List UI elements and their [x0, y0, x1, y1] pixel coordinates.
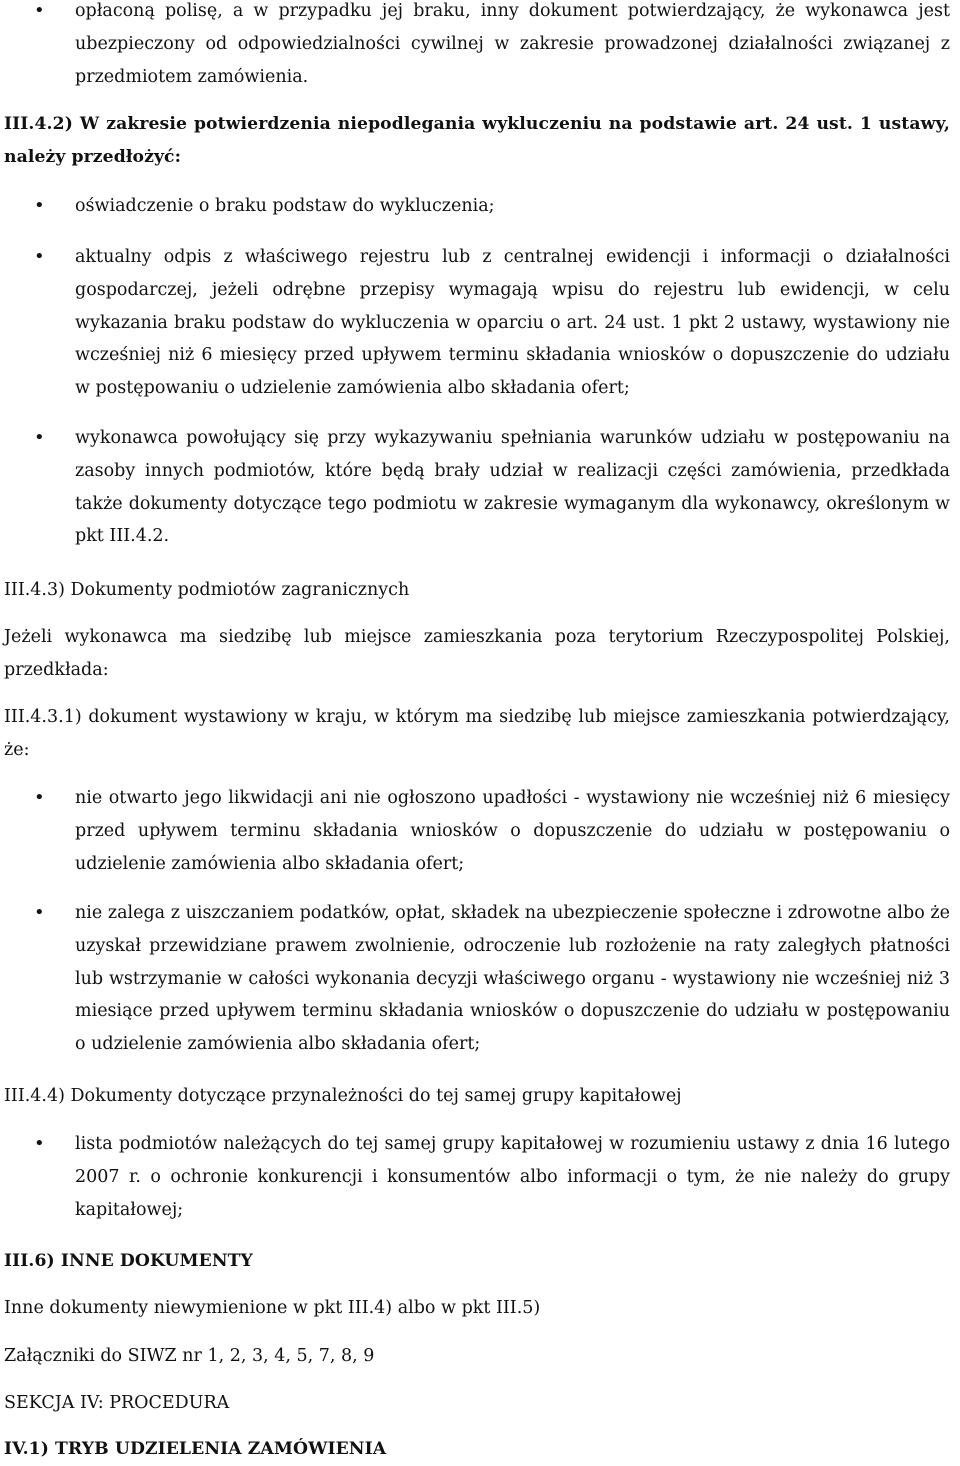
section-heading-III-4-3: III.4.3) Dokumenty podmiotów zagranicznych	[4, 580, 410, 600]
section-heading-IV: SEKCJA IV: PROCEDURA	[4, 1393, 230, 1413]
list-item	[0, 1128, 950, 1228]
list-item	[0, 422, 950, 556]
bullet-icon: •	[34, 427, 45, 448]
list-item-text: nie zalega z uiszczaniem podatków, opłat, składek na ubezpieczenie społeczne i zdrowotne albo że uzyskał przewidziane prawem zwolnienie, odroczenie lub rozłożenie na raty zaległych płatności lub wstrzymanie w całości wykonania decyzji właściwego organu - wystawiony nie wcześniej niż 3 miesiące przed upływem terminu składania wniosków o dopuszczenie do udziału w postępowaniu o udzielenie zamówienia albo składania ofert;	[75, 903, 950, 1055]
list-item-text: aktualny odpis z właściwego rejestru lub z centralnej ewidencji i informacji o działalności gospodarczej, jeżeli odrębne przepisy wymagają wpisu do rejestru lub ewidencji, w celu wykazania braku podstaw do wykluczenia w oparciu o art. 24 ust. 1 pkt 2 ustawy, wystawiony nie wcześniej niż 6 miesięcy przed upływem terminu składania wniosków o dopuszczenie do udziału w postępowaniu o udzielenie zamówienia albo składania ofert;	[75, 247, 950, 399]
list-item-text: lista podmiotów należących do tej samej grupy kapitałowej w rozumieniu ustawy z dnia 16 lutego 2007 r. o ochronie konkurencji i konsumentów albo informacji o tym, że nie należy do grupy kapitałowej;	[75, 1134, 950, 1220]
section-heading-III-4-4: III.4.4) Dokumenty dotyczące przynależności do tej samej grupy kapitałowej	[4, 1086, 682, 1106]
section-heading-III-4-2: III.4.2) W zakresie potwierdzenia niepodlegania wykluczeniu na podstawie art. 24 ust. 1 ustawy, należy przedłożyć:	[4, 114, 950, 167]
list-item-text: nie otwarto jego likwidacji ani nie ogłoszono upadłości - wystawiony nie wcześniej niż 6 miesięcy przed upływem terminu składania wniosków o dopuszczenie do udziału w postępowaniu o udzielenie zamówienia albo składania ofert;	[75, 788, 950, 874]
bullet-icon: •	[34, 902, 45, 923]
bullet-icon: •	[34, 1133, 45, 1154]
bullet-icon: •	[34, 0, 45, 21]
list-item	[0, 190, 950, 224]
bullet-icon: •	[34, 246, 45, 267]
list-item	[0, 782, 950, 882]
list-item	[0, 0, 950, 95]
paragraph-attachments: Załączniki do SIWZ nr 1, 2, 3, 4, 5, 7, 8, 9	[4, 1346, 375, 1366]
paragraph-other-documents: Inne dokumenty niewymienione w pkt III.4) albo w pkt III.5)	[4, 1298, 541, 1318]
bullet-icon: •	[34, 787, 45, 808]
list-item	[0, 241, 950, 407]
section-heading-IV-1: IV.1) TRYB UDZIELENIA ZAMÓWIENIA	[4, 1439, 387, 1459]
list-item-text: oświadczenie o braku podstaw do wykluczenia;	[75, 196, 495, 216]
list-item-text: wykonawca powołujący się przy wykazywaniu spełniania warunków udziału w postępowaniu na zasoby innych podmiotów, które będą brały udział w realizacji części zamówienia, przedkłada także dokumenty dotyczące tego podmiotu w zakresie wymaganym dla wykonawcy, określonym w pkt III.4.2.	[75, 428, 950, 547]
section-heading-III-6: III.6) INNE DOKUMENTY	[4, 1251, 253, 1271]
list-item	[0, 897, 950, 1063]
paragraph-foreign-entities: Jeżeli wykonawca ma siedzibę lub miejsce zamieszkania poza terytorium Rzeczypospolitej Polskiej, przedkłada:	[4, 627, 950, 680]
list-item-text: opłaconą polisę, a w przypadku jej braku, inny dokument potwierdzający, że wykonawca jest ubezpieczony od odpowiedzialności cywilnej w zakresie prowadzonej działalności związanej z przedmiotem zamówienia.	[75, 1, 950, 87]
bullet-icon: •	[34, 195, 45, 216]
section-heading-III-4-3-1: III.4.3.1) dokument wystawiony w kraju, w którym ma siedzibę lub miejsce zamieszkania potwierdzający, że:	[4, 707, 950, 760]
